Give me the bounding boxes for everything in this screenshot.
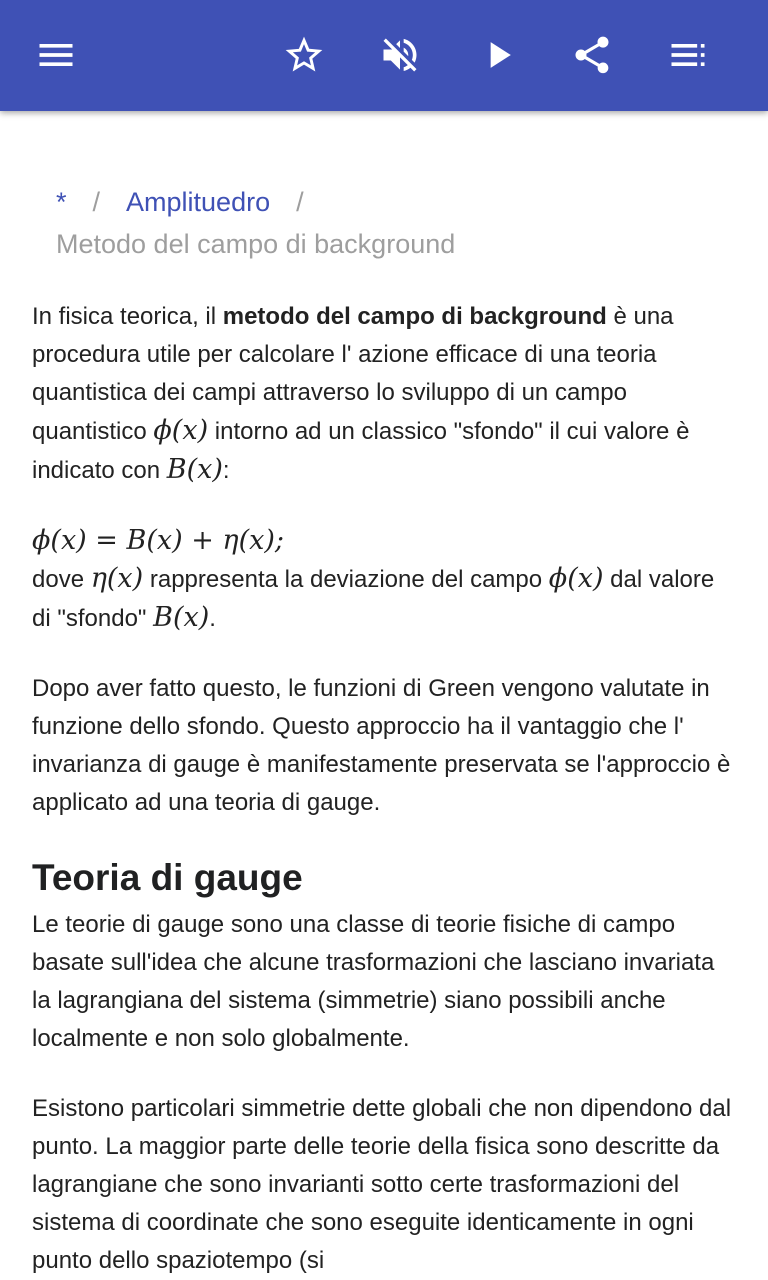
formula-paragraph: ϕ(x) = B(x) + η(x); dove η(x) rappresenta la deviazione del campo ϕ(x) dal valore di "sfondo" B(x). [32,522,738,638]
article-body [32,298,738,1280]
app-bar [0,0,768,111]
breadcrumb-current: Metodo del campo di background [56,229,456,259]
formula-equation: ϕ(x) = B(x) + η(x); [32,525,284,556]
star-outline-icon [282,33,326,77]
breadcrumb-separator: / [296,187,304,217]
paragraph-4: Esistono particolari simmetrie dette globali che non dipendono dal punto. La maggior parte delle teorie della fisica sono descritte da lagrangiane che sono invarianti sotto certe trasformazioni del sistema di coordinate che sono eseguite identicamente in ogni punto dello spaziotempo (si [32,1095,732,1274]
paragraph-2: Dopo aver fatto questo, le funzioni di Green vengono valutate in funzione dello sfondo. Questo approccio ha il vantaggio che l' invarianza di gauge è manifestamente preservata se l'approccio è applicato ad una teoria di gauge. [32,675,731,816]
mute-button[interactable] [372,27,428,83]
breadcrumb-root-link[interactable]: * [56,187,67,217]
share-button[interactable] [564,27,620,83]
volume-off-icon [378,33,422,77]
share-icon [570,33,614,77]
math-b: B(x) [153,602,210,633]
contents-button[interactable] [660,27,716,83]
favorite-button[interactable] [276,27,332,83]
breadcrumb [56,181,736,265]
article-content [0,111,768,1280]
playlist-icon [666,33,710,77]
bold-term: metodo del campo di background [222,303,607,330]
intro-paragraph: In fisica teorica, il metodo del campo di background è una procedura utile per calcolare l' azione efficace di una teoria quantistica dei campi attraverso lo sviluppo di un campo quantistico ϕ(x) intorno ad un classico "sfondo" il cui valore è indicato con B(x): [32,303,690,485]
menu-button[interactable] [28,27,84,83]
breadcrumb-parent-link[interactable]: Amplituedro [126,187,271,217]
math-b: B(x) [166,454,223,485]
math-phi: ϕ(x) [153,415,209,446]
menu-icon [34,33,78,77]
section-heading: Teoria di gauge [32,857,303,898]
play-icon [476,33,520,77]
breadcrumb-separator: / [92,187,101,217]
paragraph-3: Le teorie di gauge sono una classe di teorie fisiche di campo basate sull'idea che alcune trasformazioni che lasciano invariata la lagrangiana del sistema (simmetrie) siano possibili anche localmente e non solo globalmente. [32,911,715,1052]
play-button[interactable] [470,27,526,83]
math-phi: ϕ(x) [548,563,604,594]
math-eta: η(x) [90,563,144,594]
